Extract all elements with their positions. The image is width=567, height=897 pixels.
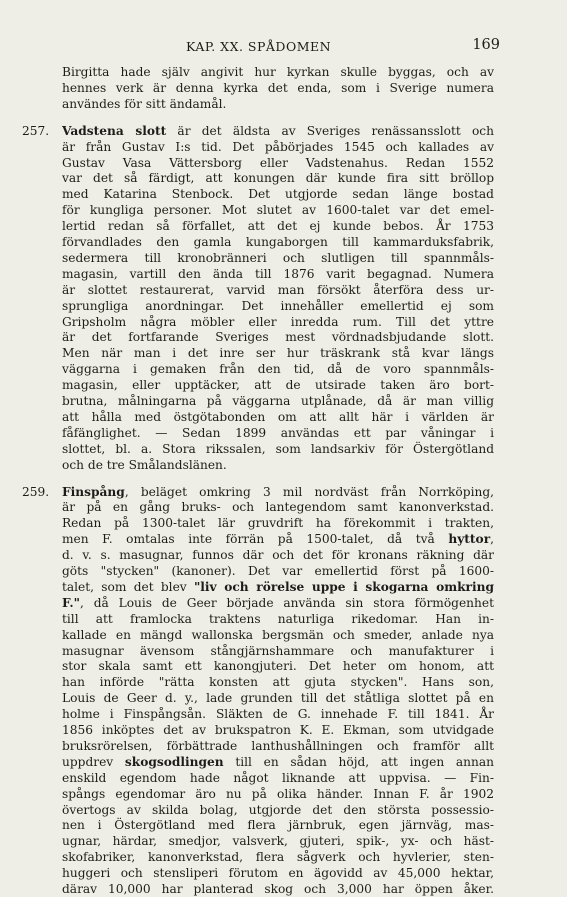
text-line (62, 139, 494, 155)
text-line (62, 643, 494, 659)
line-text: sprungliga anordningar. Det innehåller emellertid ej som (62, 298, 494, 313)
text-line (62, 314, 494, 330)
line-text: Gustav Vasa Vättersborg eller Vadstenahus. Redan 1552 (62, 155, 494, 170)
text-line (62, 234, 494, 250)
running-head (62, 37, 500, 55)
text-line (62, 202, 494, 218)
page-number: 169 (472, 37, 500, 53)
emphasis: skogsodlingen (124, 754, 224, 769)
text-line (62, 674, 494, 690)
text-line (62, 817, 494, 833)
text-line (62, 531, 494, 547)
emphasis: "liv och rörelse uppe i skogarna omkring (193, 579, 494, 594)
text-line (62, 96, 494, 112)
line-text: är det äldsta av Sveriges renässansslott och (166, 123, 494, 138)
line-text: bruksrörelsen, förbättrade lanthushållningen och framför allt (62, 738, 494, 753)
text-line (62, 484, 494, 500)
text-line (62, 155, 494, 171)
line-text: men F. omtalas inte förrän på 1500-talet, då två (62, 532, 449, 547)
line-text: var det så färdigt, att konungen där kunde fira sitt bröllop (62, 171, 494, 186)
text-line (62, 770, 494, 786)
text-line (62, 722, 494, 738)
text-line (62, 611, 494, 627)
line-text: är från Gustav I:s tid. Det påbörjades 1545 och kallades av (62, 139, 494, 154)
text-line (62, 547, 494, 563)
line-text: Birgitta hade själv angivit hur kyrkan skulle byggas, och av (62, 65, 494, 79)
line-text: , (490, 532, 494, 547)
line-text: brutna, målningarna på väggarna utplånade, då är man villig (62, 394, 494, 408)
entry-number: 257. (22, 123, 50, 138)
line-text: till en sådan höjd, att ingen annan (223, 754, 494, 769)
text-line (62, 80, 494, 96)
line-text: uppdrev (62, 754, 125, 769)
text-line (62, 425, 494, 441)
text-line (62, 690, 494, 706)
text-line (62, 377, 494, 393)
line-text: är på en gång bruks- och lantegendom samt kanonverkstad. (62, 500, 494, 515)
text-line (62, 123, 494, 139)
line-text: Redan på 1300-talet lär gruvdrift ha förekommit i trakten, (62, 516, 494, 531)
entry-heading: Finspång (62, 484, 125, 499)
line-text: talet, som det blev (62, 579, 194, 594)
text-line (62, 595, 494, 611)
line-text: ugnar, härdar, smedjor, valsverk, gjuteri, spik-, yx- och häst- (62, 834, 494, 849)
entry-number: 259. (22, 484, 50, 499)
line-text: till att framlocka traktens naturliga rikedomar. Han in- (62, 611, 494, 626)
line-text: skofabriker, kanonverkstad, flera sågverk och hyvlerier, sten- (62, 850, 494, 865)
text-line (62, 658, 494, 674)
line-text: Louis de Geer d. y., lade grunden till det ståtliga slottet på en (62, 691, 494, 706)
line-text: han införde "rätta konsten att gjuta stycken". Hans son, (62, 675, 494, 690)
line-text: 1856 inköptes det av brukspatron K. E. Ekman, som utvidgade (62, 723, 494, 737)
line-text: sedermera till kronobränneri och slutligen till spannmåls- (62, 250, 494, 265)
line-text: fåfänglighet. — Sedan 1899 användas ett par våningar i (62, 425, 494, 440)
line-text: masugnar ävensom stångjärnshammare och manufakturer i (62, 643, 494, 658)
text-line (62, 64, 494, 80)
line-text: lertid redan så förfallet, att det ej kunde bebos. År 1753 (62, 219, 494, 234)
line-text: och de tre Smålandslänen. (62, 457, 227, 472)
line-text: holme i Finspångsån. Släkten de G. innehade F. till 1841. År (62, 707, 494, 722)
line-text: , då Louis de Geer började använda sin stora förmögenhet (80, 595, 494, 610)
line-text: Gripsholm några möbler eller inredda rum. Till det yttre (62, 314, 494, 329)
text-line (62, 754, 494, 770)
line-text: kallade en mängd wallonska bergsmän och smeder, anlade nya (62, 627, 494, 642)
text-line (62, 833, 494, 849)
chapter-title: KAP. XX. SPÅDOMEN (186, 39, 332, 54)
line-text: med Katarina Stenbock. Det utgjorde sedan länge bostad (62, 187, 494, 202)
text-line (62, 738, 494, 754)
line-text: spångs egendomar äro nu på olika händer. Innan F. år 1902 (62, 786, 494, 801)
line-text: Men när man i det inre ser hur träskrank stå kvar längs (62, 346, 494, 361)
line-text: är det fortfarande Sveriges mest vördnadsbjudande slott. (62, 330, 494, 345)
line-text: slottet, bl. a. Stora rikssalen, som landsarkiv för Östergötland (62, 441, 494, 456)
text-line (62, 266, 494, 282)
text-line (62, 345, 494, 361)
emphasis: F." (62, 595, 81, 610)
text-line (62, 515, 494, 531)
text-line (62, 706, 494, 722)
text-line (62, 563, 494, 579)
emphasis: hyttor (448, 532, 491, 547)
text-line (62, 499, 494, 515)
line-text: för kungliga personer. Mot slutet av 1600-talet var det emel- (62, 203, 494, 218)
line-text: göts "stycken" (kanoner). Det var emellertid först på 1600- (62, 564, 494, 578)
text-line (62, 441, 494, 457)
line-text: övertogs av skilda bolag, utgjorde det den största possessio- (62, 802, 494, 817)
text-line (62, 282, 494, 298)
line-text: användes för sitt ändamål. (62, 96, 227, 111)
line-text: nen i Östergötland med flera järnbruk, egen järnväg, mas- (62, 818, 494, 833)
text-line (62, 865, 494, 881)
line-text: magasin, vartill den ända till 1876 varit begagnad. Numera (62, 266, 494, 281)
line-text: magasin, eller upptäcker, att de utsirade taken äro bort- (62, 378, 494, 393)
text-line (62, 579, 494, 595)
line-text: enskild egendom hade något liknande att uppvisa. — Fin- (62, 770, 494, 785)
text-line (62, 881, 494, 897)
text-line (62, 457, 494, 473)
text-line (62, 849, 494, 865)
text-line (62, 250, 494, 266)
text-line (62, 361, 494, 377)
line-text: därav 10,000 har planterad skog och 3,000 har öppen åker. (62, 882, 494, 896)
line-text: hennes verk är denna kyrka det enda, som i Sverige numera (62, 80, 494, 95)
line-text: är slottet restaurerat, varvid man försökt återföra dess ur- (62, 282, 494, 297)
text-line (62, 186, 494, 202)
line-text: stor skala samt ett kanongjuteri. Det heter om honom, att (62, 659, 494, 674)
text-line (62, 298, 494, 314)
text-line (62, 627, 494, 643)
text-line (62, 409, 494, 425)
line-text: d. v. s. masugnar, funnos där och det för kronans räkning där (62, 548, 494, 563)
line-text: väggarna i gemaken från den tid, då de voro spannmåls- (62, 362, 494, 377)
text-line (62, 329, 494, 345)
line-text: huggeri och stensliperi förutom en ägovidd av 45,000 hektar, (62, 866, 494, 881)
text-line (62, 802, 494, 818)
text-line (62, 170, 494, 186)
line-text: att hålla med östgötabonden om att allt här i världen är (62, 409, 494, 424)
text-line (62, 786, 494, 802)
line-text: , beläget omkring 3 mil nordväst från Norrköping, (124, 484, 494, 499)
line-text: förvandlades den gamla kungaborgen till kammarduksfabrik, (62, 235, 494, 249)
entry-heading: Vadstena slott (62, 123, 167, 138)
text-line (62, 218, 494, 234)
text-line (62, 393, 494, 409)
